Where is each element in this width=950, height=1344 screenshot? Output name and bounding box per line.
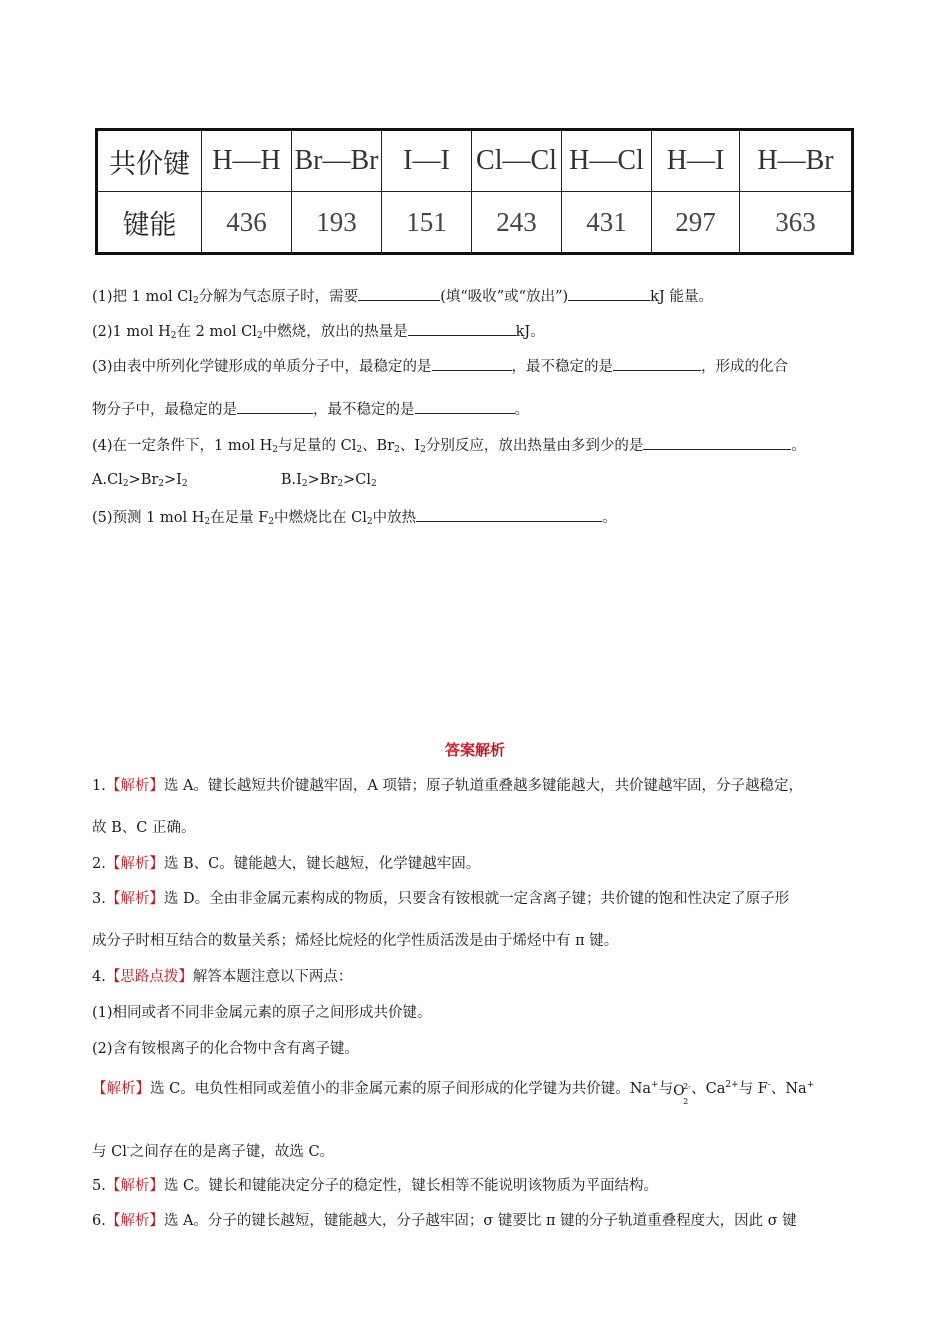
question-5: (5)预测 1 mol $H_2$在足量 $F_2$中燃烧比在 $Cl_2$中放热 。 <box>92 506 617 532</box>
answer-4-analysis-line-2: 与 Cl-之间存在的是离子键，故选 C。 <box>92 1143 335 1160</box>
answer-3-line-2: 成分子时相互结合的数量关系；烯烃比烷烃的化学性质活泼是由于烯烃中有 π 键。 <box>92 933 619 949</box>
table-cell-energy: 431 <box>562 192 652 254</box>
bond-energy-table <box>95 128 854 255</box>
answer-4-analysis-line-1: 【解析】选 C。电负性相同或差值小的非金属元素的原子间形成的化学键为共价键。Na+与 O 2- 2 、$Ca^{2+}$与 F-、Na+ <box>92 1080 815 1106</box>
question-1: (1)把 1 mol $Cl_2$分解为气态原子时，需要 (填“吸收”或“放出”) kJ 能量。 <box>92 285 713 311</box>
table-cell-energy: 363 <box>740 192 853 254</box>
answer-blank[interactable] <box>237 398 313 414</box>
option-a[interactable]: $A.Cl_2>Br_2>I_2$ <box>92 472 188 489</box>
table-cell-energy: 193 <box>292 192 382 254</box>
answer-5: 5.【解析】选 C。键长和键能决定分子的稳定性，键长相等不能说明该物质为平面结构。 <box>92 1178 659 1194</box>
answer-4-point-2: (2)含有铵根离子的化合物中含有离子键。 <box>92 1041 360 1057</box>
answer-blank[interactable] <box>613 355 701 371</box>
question-3-line-2: 物分子中，最稳定的是 ，最不稳定的是 。 <box>92 398 529 420</box>
table-cell-bond: Cl—Cl <box>472 130 562 192</box>
hint-tag: 【思路点拨】 <box>105 969 193 985</box>
question-4-options <box>92 470 377 494</box>
question-2: (2)1 mol $H_2$在 2 mol $Cl_2$中燃烧，放出的热量是 kJ。 <box>92 320 545 346</box>
answer-1-line-1: 1.【解析】选 A。键长越短共价键越牢固，A 项错；原子轨道重叠越多键能越大，共价键越牢固，分子越稳定， <box>92 778 804 794</box>
answer-4-point-1: (1)相同或者不同非金属元素的原子之间形成共价键。 <box>92 1005 432 1021</box>
peroxide-ion-formula: O 2- 2 <box>673 1082 691 1106</box>
table-cell-bond: I—I <box>382 130 472 192</box>
table-header-energy: 键能 <box>97 192 202 254</box>
answer-blank[interactable] <box>408 320 516 336</box>
question-4: (4)在一定条件下，1 mol $H_2$与足量的 $Cl_2$、$Br_2$、$I_2$分别反应，放出热量由多到少的是 。 <box>92 434 806 460</box>
analysis-tag: 【解析】 <box>105 856 164 872</box>
answer-blank[interactable] <box>643 434 791 450</box>
answer-blank[interactable] <box>358 285 440 301</box>
table-cell-bond: H—H <box>202 130 292 192</box>
table-cell-energy: 436 <box>202 192 292 254</box>
table-header-bond: 共价键 <box>97 130 202 192</box>
answer-1-line-2: 故 B、C 正确。 <box>92 820 196 836</box>
table-cell-energy: 151 <box>382 192 472 254</box>
option-b[interactable]: $B.I_2>Br_2>Cl_2$ <box>280 472 377 489</box>
answer-3-line-1: 3.【解析】选 D。全由非金属元素构成的物质，只要含有铵根就一定含离子键；共价键的饱和性决定了原子形 <box>92 891 790 907</box>
answer-blank[interactable] <box>416 506 602 522</box>
table-cell-bond: H—I <box>652 130 740 192</box>
analysis-tag: 【解析】 <box>105 1213 164 1229</box>
table-row-bonds <box>97 130 853 192</box>
analysis-tag: 【解析】 <box>105 1178 164 1194</box>
table-cell-energy: 243 <box>472 192 562 254</box>
table-cell-energy: 297 <box>652 192 740 254</box>
answer-6: 6.【解析】选 A。分子的键长越短，键能越大，分子越牢固；σ 键要比 π 键的分子轨道重叠程度大，因此 σ 键 <box>92 1213 797 1229</box>
analysis-tag: 【解析】 <box>92 1081 150 1097</box>
answer-2: 2.【解析】选 B、C。键能越大，键长越短，化学键越牢固。 <box>92 856 481 872</box>
analysis-tag: 【解析】 <box>105 778 164 794</box>
answer-blank[interactable] <box>568 285 650 301</box>
question-3-line-1: (3)由表中所列化学键形成的单质分子中，最稳定的是 ，最不稳定的是 ，形成的化合 <box>92 355 788 377</box>
answer-blank[interactable] <box>432 355 512 371</box>
table-row-energies <box>97 192 853 254</box>
table-cell-bond: H—Br <box>740 130 853 192</box>
answer-blank[interactable] <box>415 398 515 414</box>
analysis-tag: 【解析】 <box>105 891 164 907</box>
answer-section-title: 答案解析 <box>444 741 505 759</box>
table-cell-bond: Br—Br <box>292 130 382 192</box>
answer-4-hint: 4.【思路点拨】解答本题注意以下两点： <box>92 969 353 985</box>
table-cell-bond: H—Cl <box>562 130 652 192</box>
